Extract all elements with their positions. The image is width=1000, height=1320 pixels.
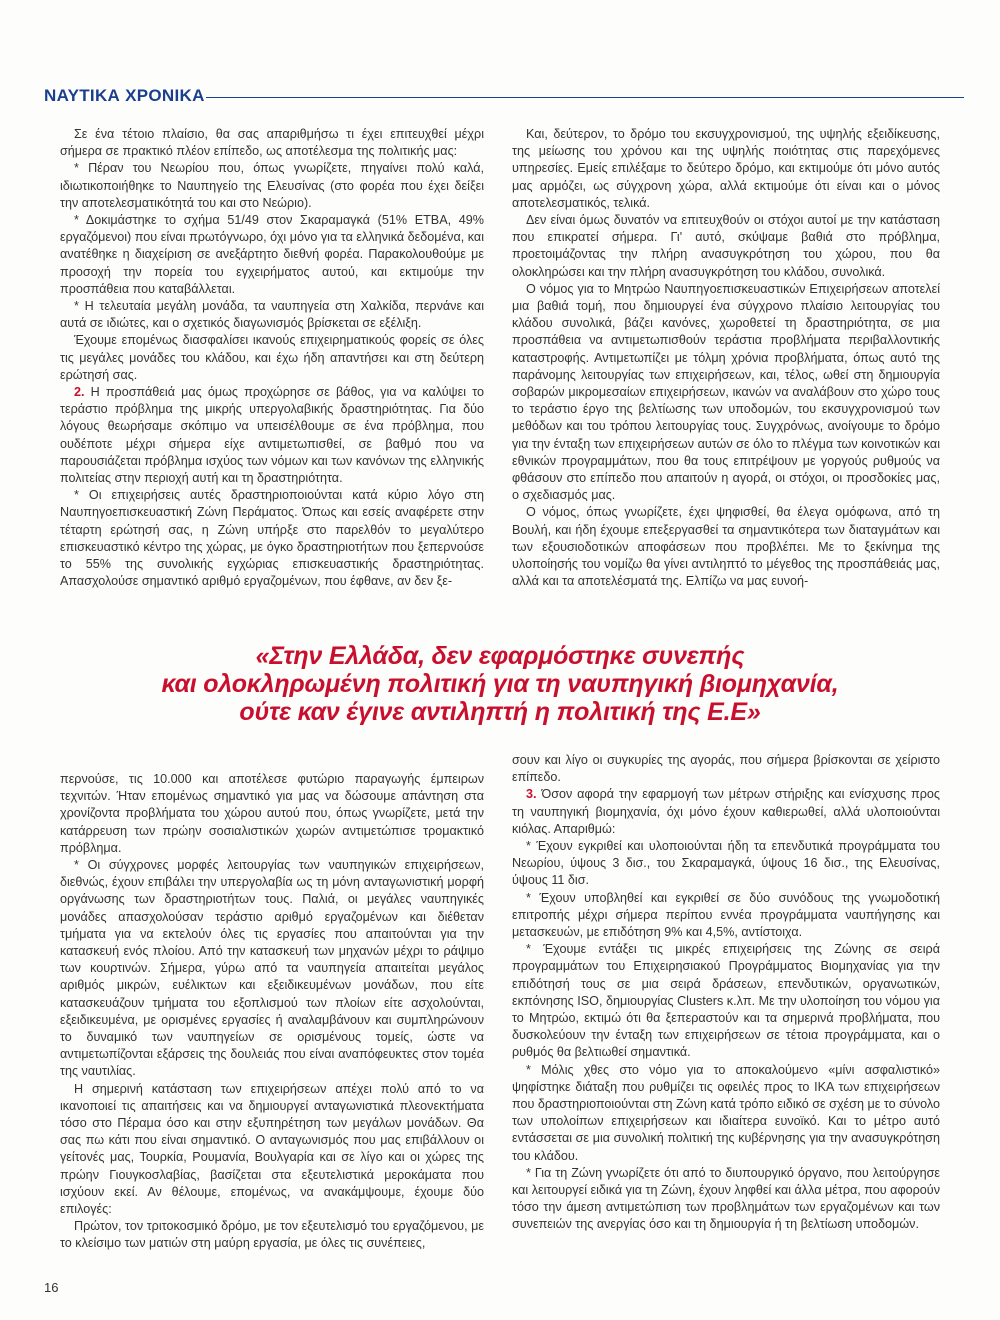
paragraph: Έχουμε επομένως διασφαλίσει ικανούς επιχειρηματικούς φορείς σε όλες τις μεγάλες μονάδες του κλάδου, και έχω ήδη απαντήσει και στη δεύτερη ερώτησή σας.	[60, 333, 484, 382]
paragraph: * Η τελευταία μεγάλη μονάδα, τα ναυπηγεία στη Χαλκίδα, περνάνε και αυτά σε ιδιώτες, και ο σχετικός διαγωνισμός βρίσκεται σε εξέλιξη.	[60, 299, 484, 331]
pull-quote-line: και ολοκληρωμένη πολιτική για τη ναυπηγική βιομηχανία,	[161, 670, 839, 698]
paragraph: * Έχουν εγκριθεί και υλοποιούνται ήδη τα επενδυτικά προγράμματα του Νεωρίου, ύψους 3 δισ., του Σκαραμαγκά, ύψους 16 δισ., της Ελευσίνας, ύψους 11 δισ.	[512, 839, 940, 888]
paragraph-text: Όσον αφορά την εφαρμογή των μέτρων στήριξης και ενίσχυσης προς τη ναυπηγική βιομηχανία, όχι μόνο έχουν καθιερωθεί, αλλά υλοποιούνται κιόλας. Απαριθμώ:	[512, 787, 940, 836]
page-number: 16	[44, 1280, 59, 1295]
magazine-title: ΝΑΥΤΙΚΑ ΧΡΟΝΙΚΑ	[44, 86, 205, 105]
paragraph: * Πέραν του Νεωρίου που, όπως γνωρίζετε, πηγαίνει πολύ καλά, ιδιωτικοποιήθηκε το Ναυπηγείο της Ελευσίνας (στο φορέα που έχει δείξει την αποτελεσματικότητά του και στο Νεώριο).	[60, 161, 484, 210]
paragraph: σουν και λίγο οι συγκυρίες της αγοράς, που σήμερα βρίσκονται σε χείριστο επίπεδο.	[512, 753, 940, 785]
column-1	[60, 126, 484, 590]
paragraph-text: Η προσπάθειά μας όμως προχώρησε σε βάθος, για να καλύψει το τεράστιο πρόβλημα της μικρής υπεργολαβικής δραστηριότητας. Για δύο λόγους θεωρήσαμε σκόπιμο να υπεισέλθουμε σε ένα πρόβλημα, που ουδέποτε μέχρι σήμερα είχε αντιμετωπισθεί, σε βαθμό που να παρουσιάζεται πρόβλημα ισχύος των νόμων και των κανόνων της ελληνικής πολιτείας στην περιοχή αυτή και τη δραστηριότητα.	[60, 385, 484, 486]
pull-quote	[150, 642, 850, 726]
pull-quote-line: «Στην Ελλάδα, δεν εφαρμόστηκε συνεπής	[255, 642, 745, 670]
column-4	[512, 752, 940, 1234]
paragraph: * Έχουν υποβληθεί και εγκριθεί σε δύο συνόδους της γνωμοδοτική επιτροπής μέχρι σήμερα περίπου εννέα προγράμματα ναυπήγησης και μετασκευών, με επιδότηση 9% και 4,5%, αντίστοιχα.	[512, 890, 940, 940]
paragraph	[60, 384, 484, 487]
column-3	[60, 771, 484, 1253]
paragraph: περνούσε, τις 10.000 και αποτέλεσε φυτώριο παραγωγής έμπειρων τεχνιτών. Ήταν επομένως σημαντικό για μας να δώσουμε απάντηση στα χρονίζοντα προβλήματα του χώρου αυτού που, όπως γνωρίζετε, μετά την κατάρρευση των πρώην σοσιαλιστικών χωρών αντιμετώπισε τρομακτικό πρόβλημα.	[60, 772, 484, 855]
paragraph	[512, 786, 940, 838]
paragraph: * Έχουμε εντάξει τις μικρές επιχειρήσεις της Ζώνης σε σειρά προγραμμάτων του Επιχειρησιακού Προγράμματος Βιομηχανίας για την επιδότησή τους σε μια σειρά δράσεων, επενδυτικών, οργανωτικών, εκπόνησης ISO, δημιουργίας Clusters κ.λπ. Με την υλοποίηση του νόμου για το Μητρώο, εκτιμώ ότι θα ξεπεραστούν και τα σημερινά προβλήματα, που δυσκολεύουν την ένταξη των επιχειρήσεων σε τέτοια προγράμματα, και ο ρυθμός θα βελτιωθεί σημαντικά.	[512, 942, 940, 1060]
section-number: 2.	[74, 385, 85, 400]
paragraph: Η σημερινή κατάσταση των επιχειρήσεων απέχει πολύ από το να ικανοποιεί τις απαιτήσεις και να δημιουργεί ανταγωνιστικά πλεονεκτήματα τόσο στο Πέραμα όσο και στην εξυπηρέτηση των μεγάλων μονάδων. Θα σας πω κάτι που είναι σημαντικό. Ο ανταγωνισμός που μας επιβάλλουν οι γείτονές μας, Τουρκία, Ρουμανία, Βουλγαρία και σε λίγο και οι χώρες της πρώην Γιουγκοσλαβίας, βασίζεται στα εξευτελιστικά μεροκάματα που ισχύουν εκεί. Αν θέλουμε, επομένως, να ανακάμψουμε, έχουμε δύο επιλογές:	[60, 1081, 484, 1217]
paragraph: * Δοκιμάστηκε το σχήμα 51/49 στον Σκαραμαγκά (51% ΕΤΒΑ, 49% εργαζόμενοι) που είναι πρωτόγνωρο, όχι μόνο για τα ελληνικά δεδομένα, και ανατέθηκε η διαχείριση σε ανεξάρτητο διεθνή φορέα. Παρακολουθούμε με προσοχή την πορεία του εγχειρήματος αυτού, και εκτιμούμε την προσπάθεια που καταβάλλεται.	[60, 213, 484, 296]
pull-quote-line: ούτε καν έγινε αντιληπτή η πολιτική της Ε.Ε»	[239, 698, 761, 726]
section-number: 3.	[526, 787, 537, 802]
paragraph: Και, δεύτερον, το δρόμο του εκσυγχρονισμού, της υψηλής εξειδίκευσης, της μείωσης του χρόνου και της υψηλής ποιότητας στις παρεχόμενες υπηρεσίες. Εμείς επιλέξαμε το δεύτερο δρόμο, και εκτιμούμε ότι μόνο αυτός μας αρμόζει, ως σύγχρονη χώρα, αλλά εκτιμούμε ότι είναι και ο μόνος αποτελεσματικός, τελικά.	[512, 127, 940, 210]
column-2	[512, 126, 940, 590]
paragraph: * Οι σύγχρονες μορφές λειτουργίας των ναυπηγικών επιχειρήσεων, διεθνώς, έχουν επιβάλει την υπεργολαβία ως τη μόνη ανταγωνιστική μορφή οργάνωσης των δραστηριοτήτων τους. Παλιά, οι μεγάλες ναυπηγικές μονάδες απασχολούσαν τεράστιο αριθμό εργαζομένων και διέθεταν τμήματα για να εκτελούν όλες τις εργασίες που απαιτούνται για την κατασκευή ενός πλοίου. Από την κατασκευή των μηχανών μέχρι το ράψιμο των κουρτινών. Σήμερα, γύρω από τα ναυπηγεία απαιτείται μεγάλος αριθμός μικρών, ευέλικτων και εξειδικευμένων μονάδων, που είτε κατασκευάζουν τμήματα του εξοπλισμού των πλοίων είτε ασχολούνται, εξειδικευμένα, με ορισμένες εργασίες ή αναλαμβάνουν και συμπληρώνουν το δυναμικό των ναυπηγείων σε ορισμένους τομείς, ώστε να αντιμετωπίζονται εξάρσεις της δουλειάς που είναι αναπόφευκτες στον τομέα της ναυτιλίας.	[60, 858, 484, 1079]
paragraph: Ο νόμος, όπως γνωρίζετε, έχει ψηφισθεί, θα έλεγα ομόφωνα, από τη Βουλή, και ήδη έχουμε επεξεργασθεί τα σημαντικότερα των διαταγμάτων και των εξουσιοδοτικών αποφάσεων που προβλέπει. Με το ξεκίνημα της υλοποίησής του νομίζω θα γίνει αντιληπτό το μέγεθος της προσπάθειάς μας, αλλά και τα αποτελέσματά της. Ελπίζω να μας ευνοή-	[512, 505, 940, 589]
paragraph: Σε ένα τέτοιο πλαίσιο, θα σας απαριθμήσω τι έχει επιτευχθεί μέχρι σήμερα σε πρακτικό πλέον επίπεδο, ως αποτέλεσμα της πολιτικής μας:	[60, 127, 484, 159]
running-header	[44, 86, 964, 108]
paragraph: Δεν είναι όμως δυνατόν να επιτευχθούν οι στόχοι αυτοί με την κατάσταση που επικρατεί σήμερα. Γι' αυτό, σκύψαμε βαθιά στο πρόβλημα, προετοιμάζοντας την πλήρη ανασυγκρότηση του χώρου, που θα ολοκληρώσει και την πλήρη ανασυγκρότηση του κλάδου, συνολικά.	[512, 213, 940, 279]
paragraph: Πρώτον, τον τριτοκοσμικό δρόμο, με τον εξευτελισμό του εργαζόμενου, με το κλείσιμο των ματιών στη μαύρη εργασία, με όλες τις συνέπειες,	[60, 1219, 484, 1251]
header-rule	[206, 97, 964, 98]
paragraph: * Οι επιχειρήσεις αυτές δραστηριοποιούνται κατά κύριο λόγο στη Ναυπηγοεπισκευαστική Ζώνη Περάματος. Όπως και εσείς αναφέρετε στην τέταρτη ερώτησή σας, η Ζώνη υπήρξε στο παρελθόν το μεγαλύτερο επισκευαστικό κέντρο της χώρας, με όγκο δραστηριοτήτων που ξεπερνούσε το 55% της συνολικής εγχώριας επισκευαστικής δραστηριότητας. Απασχολούσε σημαντικό αριθμό εργαζομένων, που έφθανε, αν δεν ξε-	[60, 488, 484, 589]
paragraph: Ο νόμος για το Μητρώο Ναυπηγοεπισκευαστικών Επιχειρήσεων αποτελεί μια βαθιά τομή, που δημιουργεί ένα σύγχρονο πλαίσιο λειτουργίας του κλάδου συνολικά, βάζει κανόνες, χωροθετεί τη δραστηριότητα, σε μια προσπάθεια να αντιμετωπισθούν τεράστια προβλήματα περιβαλλοντικής καταστροφής. Αντιμετωπίζει με τόλμη χρόνια προβλήματα, όπως αυτό της παράνομης λειτουργίας των επιχειρήσεων, και, τέλος, ωθεί στη δημιουργία σοβαρών μικρομεσαίων επιχειρήσεων, ικανών να αναλάβουν στο χώρο τους το τεράστιο έργο της βελτίωσης των υποδομών, του εκσυγχρονισμού των μεθόδων και του τρόπου λειτουργίας τους. Συγχρόνως, ανοίγουμε το δρόμο για την ένταξη των επιχειρήσεων αυτών σε όλο το πλέγμα των κοινοτικών και εθνικών προγραμμάτων, που θα τους επιτρέψουν με γοργούς ρυθμούς να φθάσουν στο επίπεδο που απαιτούν η αγορά, οι στόχοι, οι προσδοκίες μας, ο σχεδιασμός μας.	[512, 281, 940, 503]
paragraph: * Μόλις χθες στο νόμο για το αποκαλούμενο «μίνι ασφαλιστικό» ψηφίστηκε διάταξη που ρυθμίζει τις οφειλές προς το ΙΚΑ των επιχειρήσεων που δραστηριοποιούνται στη Ζώνη κατά τρόπο ειδικό σε σχέση με το σύνολο των υπολοίπων επιχειρήσεων και ιδιαίτερα ευνοϊκό. Και το μέτρο αυτό εντάσσεται σε μια συνολική πολιτική της κυβέρνησης για την ανασυγκρότηση του κλάδου.	[512, 1062, 940, 1163]
paragraph: * Για τη Ζώνη γνωρίζετε ότι από το διυπουργικό όργανο, που λειτούργησε και λειτουργεί ειδικά για τη Ζώνη, έχουν ληφθεί και άλλα μέτρα, που αφορούν τόσο την άμεση αντιμετώπιση των προβλημάτων των εργαζομένων και των συνεπειών της ανεργίας όσο και τη δημιουργία ή τη βελτίωση υποδομών.	[512, 1165, 940, 1232]
